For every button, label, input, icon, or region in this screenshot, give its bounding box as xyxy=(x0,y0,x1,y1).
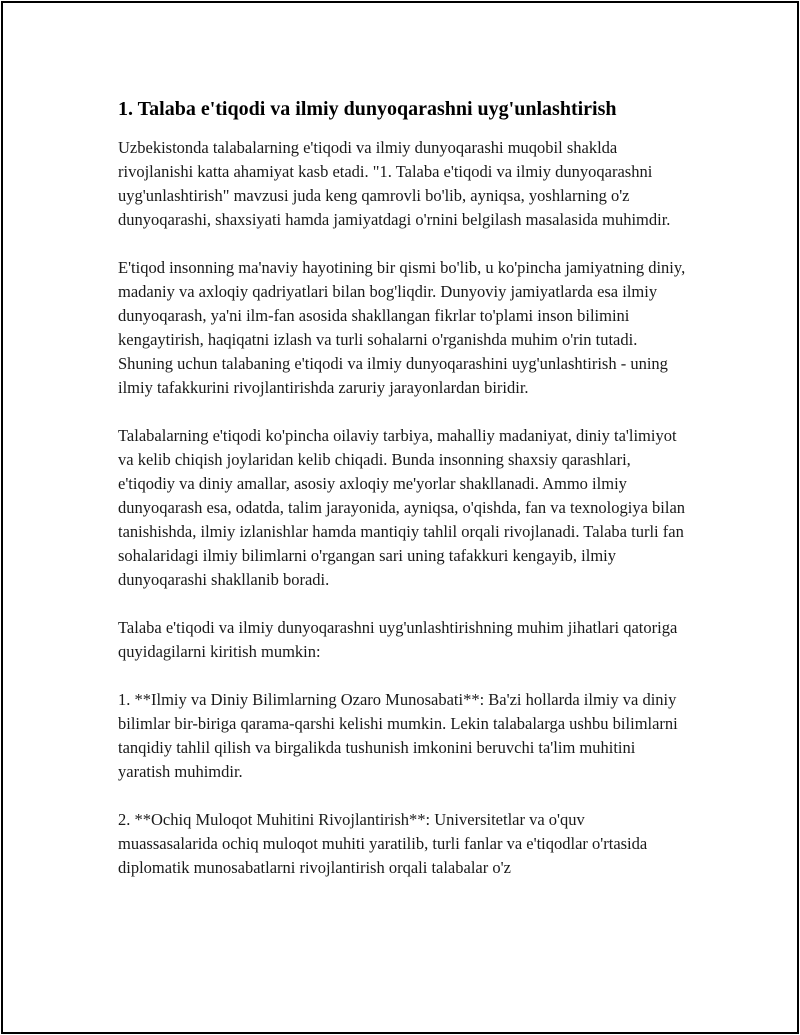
paragraph-intro: Uzbekistonda talabalarning e'tiqodi va ilmiy dunyoqarashi muqobil shaklda rivojlanishi katta ahamiyat kasb etadi. "1. Talaba e'tiqodi va ilmiy dunyoqarashni uyg'unlashtirish" mavzusi juda keng qamrovli bo'lib, ayniqsa, yoshlarning o'z dunyoqarashi, shaxsiyati hamda jamiyatdagi o'rnini belgilash masalasida muhimdir. xyxy=(118,138,671,229)
document-body xyxy=(118,96,686,904)
paragraph-etiqod: E'tiqod insonning ma'naviy hayotining bir qismi bo'lib, u ko'pincha jamiyatning diniy, madaniy va axloqiy qadriyatlari bilan bog'liqdir. Dunyoviy jamiyatlarda esa ilmiy dunyoqarash, ya'ni ilm-fan asosida shakllangan fikrlar to'plami inson bilimini kengaytirish, haqiqatni izlash va turli sohalarni o'rganishda muhim o'rin tutadi. Shuning uchun talabaning e'tiqodi va ilmiy dunyoqarashini uyg'unlashtirish - uning ilmiy tafakkurini rivojlantirishda zaruriy jarayonlardan biridir. xyxy=(118,258,686,397)
list-item-2: 2. **Ochiq Muloqot Muhitini Rivojlantirish**: Universitetlar va o'quv muassasalarida ochiq muloqot muhiti yaratilib, turli fanlar va e'tiqodlar o'rtasida diplomatik munosabatlarni rivojlantirish orqali talabalar o'z xyxy=(118,810,648,877)
list-item-1: 1. **Ilmiy va Diniy Bilimlarning Ozaro Munosabati**: Ba'zi hollarda ilmiy va diniy bilimlar bir-biriga qarama-qarshi kelishi mumkin. Lekin talabalarga ushbu bilimlarni tanqidiy tahlil qilish va birgalikda tushunish imkonini beruvchi ta'lim muhitini yaratish muhimdir. xyxy=(118,690,678,781)
paragraph-aspects-intro: Talaba e'tiqodi va ilmiy dunyoqarashni uyg'unlashtirishning muhim jihatlari qatoriga quyidagilarni kiritish mumkin: xyxy=(118,618,678,661)
document-title: 1. Talaba e'tiqodi va ilmiy dunyoqarashni uyg'unlashtirish xyxy=(118,98,617,120)
paragraph-origins: Talabalarning e'tiqodi ko'pincha oilaviy tarbiya, mahalliy madaniyat, diniy ta'limiyot va kelib chiqish joylaridan kelib chiqadi. Bunda insonning shaxsiy qarashlari, e'tiqodiy va diniy amallar, asosiy axloqiy me'yorlar shakllanadi. Ammo ilmiy dunyoqarash esa, odatda, talim jarayonida, ayniqsa, o'qishda, fan va texnologiya bilan tanishishda, ilmiy izlanishlar hamda mantiqiy tahlil orqali rivojlanadi. Talaba turli fan sohalaridagi ilmiy bilimlarni o'rgangan sari uning tafakkuri kengayib, ilmiy dunyoqarashi shakllanib boradi. xyxy=(118,426,686,589)
